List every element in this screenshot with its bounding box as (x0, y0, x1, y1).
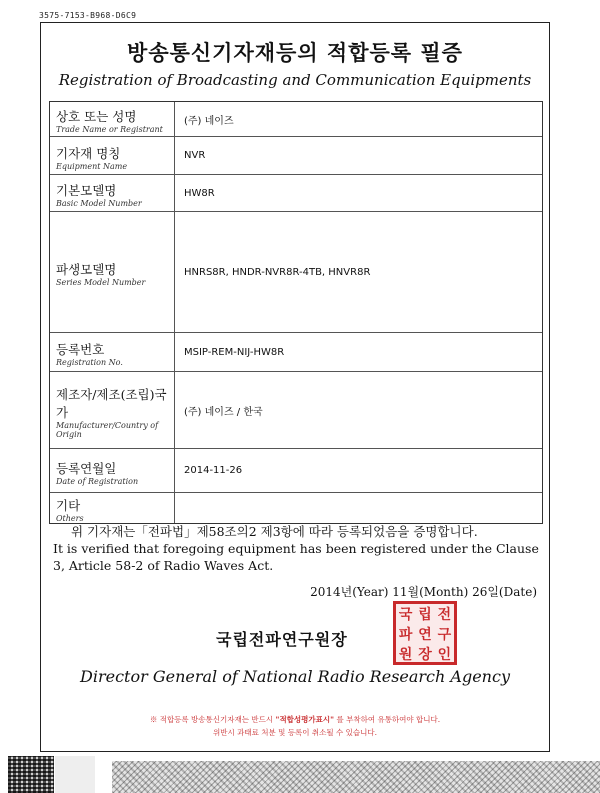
label-korean: 등록번호 (56, 342, 105, 357)
field-value: (주) 네이즈 (184, 115, 234, 127)
label-korean: 파생모델명 (56, 262, 117, 277)
qr-code (8, 756, 54, 793)
field-value: (주) 네이즈 / 한국 (184, 406, 263, 418)
row-equipment-name (50, 137, 542, 175)
certificate-frame (40, 22, 550, 752)
notice-line-2: 위반시 과태료 처분 및 등록이 취소될 수 있습니다. (213, 728, 377, 737)
notice-prefix: ※ 적합등록 방송통신기자재는 반드시 (149, 715, 274, 724)
director-english: Director General of National Radio Research Agency (80, 667, 510, 686)
field-value (175, 493, 542, 523)
row-others (50, 493, 542, 523)
row-manufacturer (50, 372, 542, 449)
field-value: 2014-11-26 (184, 465, 243, 476)
label-english: Series Model Number (56, 278, 146, 287)
label-korean: 기본모델명 (56, 183, 117, 198)
label-english: Basic Model Number (56, 199, 142, 208)
certification-english: It is verified that foregoing equipment has been registered under the Clause 3, Article 58-2 of Radio Waves Act. (53, 541, 539, 573)
label-english: Manufacturer/Country of Origin (56, 420, 159, 439)
security-pattern-band (112, 761, 600, 793)
field-value: HNRS8R, HNDR-NVR8R-4TB, HNVR8R (184, 266, 371, 278)
label-english: Equipment Name (56, 161, 128, 171)
document-id: 3575-7153-B968-D6C9 (39, 11, 137, 20)
label-korean: 기타 (56, 498, 81, 513)
director-korean: 국립전파연구원장 (216, 630, 348, 649)
notice-suffix: 를 부착하여 유통하여야 합니다. (336, 715, 441, 724)
notice-highlight: "적합성평가표시" (275, 715, 335, 724)
certification-korean: 위 기자재는「전파법」제58조의2 제3항에 따라 등록되었음을 증명합니다. (71, 524, 478, 539)
registration-table (49, 101, 543, 524)
label-korean: 제조자/제조(조립)국가 (56, 386, 167, 420)
certification-statement (53, 523, 543, 574)
row-trade-name (50, 102, 542, 137)
qr-code-margin (55, 756, 95, 793)
official-seal: 국 립 전 파 연 구 원 장 인 (393, 601, 457, 665)
row-series-model (50, 212, 542, 333)
row-registration-no (50, 333, 542, 372)
title-korean: 방송통신기자재등의 적합등록 필증 (127, 40, 463, 65)
label-english: Date of Registration (56, 476, 139, 486)
label-korean: 상호 또는 성명 (56, 109, 137, 124)
row-basic-model (50, 175, 542, 212)
label-english: Trade Name or Registrant (56, 125, 163, 134)
label-english: Registration No. (56, 358, 123, 367)
row-registration-date (50, 449, 542, 493)
issue-date: 2014년(Year) 11월(Month) 26일(Date) (310, 585, 537, 599)
compliance-notice (41, 713, 549, 739)
label-english: Others (56, 514, 84, 523)
label-korean: 기자재 명칭 (56, 145, 121, 161)
field-value: MSIP-REM-NIJ-HW8R (184, 346, 285, 358)
field-value: NVR (184, 150, 206, 161)
title-english: Registration of Broadcasting and Communication Equipments (58, 71, 532, 89)
label-korean: 등록연월일 (56, 460, 117, 476)
field-value: HW8R (184, 187, 215, 199)
